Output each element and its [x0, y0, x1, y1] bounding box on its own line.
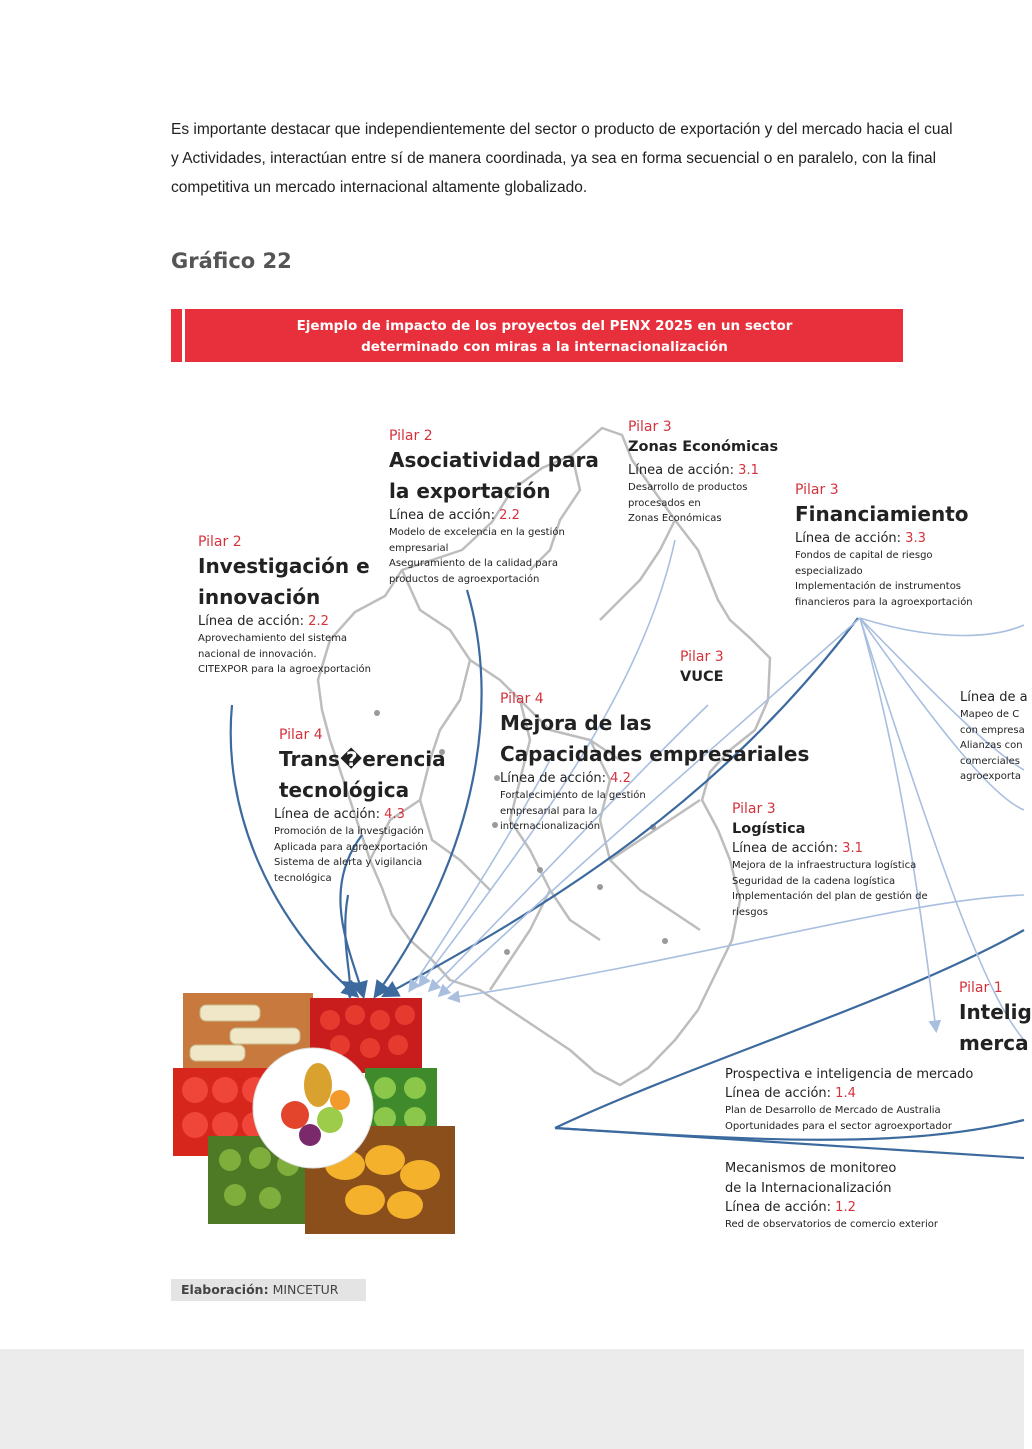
linea-label: Línea de acción:: [628, 463, 735, 478]
pilar-label: Pilar 3: [680, 649, 724, 665]
linea-number: 4.2: [610, 771, 631, 786]
linea-label: Línea de acción:: [274, 807, 381, 822]
action-item: Desarrollo de productos: [628, 482, 748, 493]
node-title: Investigación e: [198, 554, 370, 578]
banner-line: determinado con miras a la internacionalización: [361, 339, 728, 355]
pilar-label: Pilar 3: [795, 482, 839, 498]
node-transferencia-tecnologica: [274, 726, 446, 886]
intro-line: Es importante destacar que independientemente del sector o producto de exportación y del mercado hacia el cual: [171, 121, 953, 138]
linea-accion: [274, 806, 446, 824]
linea-accion: [795, 530, 973, 548]
action-item: Mapeo de C: [960, 709, 1020, 720]
action-item: procesados en: [628, 497, 701, 509]
action-item: Implementación del plan de gestión de: [732, 891, 928, 902]
linea-label: Línea de acción:: [198, 614, 305, 629]
action-item: Aplicada para agroexportación: [274, 841, 428, 853]
action-item: agroexporta: [960, 771, 1022, 782]
node-title: de la Internacionalización: [725, 1181, 892, 1196]
source-credit: [171, 1279, 366, 1301]
linea-number: 3.3: [905, 531, 926, 546]
node-prospectiva: [725, 1065, 973, 1134]
node-investigacion: [198, 533, 371, 678]
intro-line: competitiva un mercado internacional altamente globalizado.: [171, 179, 588, 196]
graphic-title: Gráfico 22: [171, 249, 292, 273]
action-item: riesgos: [732, 906, 768, 918]
action-item: CITEXPOR para la agroexportación: [198, 664, 371, 675]
action-item: empresarial para la: [500, 805, 598, 817]
linea-label: Línea de acción:: [725, 1200, 832, 1215]
action-item: Aseguramiento de la calidad para: [389, 558, 559, 569]
intro-line: y Actividades, interactúan entre sí de manera coordinada, ya sea en forma secuencial o en paralelo, con la final: [171, 150, 937, 167]
linea-accion: [198, 613, 371, 631]
node-title: VUCE: [680, 669, 724, 685]
linea-label: Línea de acción:: [389, 508, 496, 523]
node-mecanismos-monitoreo: [725, 1159, 938, 1233]
node-title: la exportación: [389, 479, 551, 503]
linea-accion: [725, 1085, 973, 1103]
node-title: Intelig: [959, 1000, 1032, 1024]
linea-label: Línea de acción:: [795, 531, 902, 546]
pilar-label: Pilar 2: [198, 534, 242, 550]
pilar-label: Pilar 1: [959, 980, 1003, 996]
pilar-label: Pilar 2: [389, 428, 433, 444]
action-item: financieros para la agroexportación: [795, 596, 973, 608]
pilar-label: Pilar 3: [732, 801, 776, 817]
linea-label: Línea de acción:: [725, 1086, 832, 1101]
linea-label: Línea de acción:: [500, 771, 607, 786]
linea-number: 1.2: [835, 1200, 856, 1215]
linea-number: 3.1: [842, 841, 863, 856]
node-title: Asociatividad para: [389, 448, 599, 472]
node-title: Zonas Económicas: [628, 439, 779, 455]
action-item: nacional de innovación.: [198, 648, 317, 660]
node-vuce: [680, 648, 724, 688]
page-footer-band: [0, 1349, 1024, 1449]
pilar-label: Pilar 3: [628, 419, 672, 435]
action-item: Oportunidades para el sector agroexportador: [725, 1120, 952, 1132]
node-financiamiento: [795, 481, 973, 610]
banner-line: Ejemplo de impacto de los proyectos del PENX 2025 en un sector: [296, 318, 793, 334]
action-item: Fortalecimiento de la gestión: [500, 790, 646, 801]
linea-number: 3.1: [738, 463, 759, 478]
action-item: Seguridad de la cadena logística: [732, 875, 896, 887]
action-item: Promoción de la investigación: [274, 826, 424, 837]
action-item: productos de agroexportación: [389, 573, 540, 585]
linea-number: 2.2: [499, 508, 520, 523]
linea-number: 2.2: [308, 614, 329, 629]
action-item: especializado: [795, 565, 863, 577]
linea-accion: [628, 462, 778, 480]
linea-label: Línea de acción:: [732, 841, 839, 856]
credit-value: MINCETUR: [272, 1282, 339, 1297]
linea-accion: [732, 840, 928, 858]
action-item: con empresa: [960, 724, 1025, 736]
action-item: Modelo de excelencia en la gestión: [389, 527, 565, 538]
action-item: empresarial: [389, 542, 449, 554]
action-item: Red de observatorios de comercio exterior: [725, 1219, 939, 1230]
linea-label: Línea de a: [960, 690, 1028, 705]
action-item: Implementación de instrumentos: [795, 581, 962, 592]
pilar-label: Pilar 4: [500, 691, 544, 707]
action-item: tecnológica: [274, 872, 332, 884]
node-title: Prospectiva e inteligencia de mercado: [725, 1067, 974, 1082]
node-title: Capacidades empresariales: [500, 742, 810, 766]
node-inteligencia-mercado: [959, 979, 1032, 1059]
node-asociatividad: [389, 427, 599, 587]
action-item: internacionalización: [500, 821, 601, 832]
node-title: Mecanismos de monitoreo: [725, 1161, 897, 1176]
node-title: Financiamiento: [795, 502, 969, 526]
node-title: Trans�erencia: [279, 747, 446, 771]
action-item: comerciales: [960, 755, 1020, 767]
linea-number: 1.4: [835, 1086, 856, 1101]
action-item: Zonas Económicas: [628, 513, 722, 524]
node-linea-cut: [960, 689, 1028, 785]
action-item: Fondos de capital de riesgo: [795, 550, 933, 561]
linea-accion: [725, 1199, 938, 1217]
action-item: Aprovechamiento del sistema: [198, 633, 348, 644]
node-zonas-economicas: [628, 418, 778, 527]
linea-number: 4.3: [384, 807, 405, 822]
credit-label: Elaboración:: [181, 1282, 269, 1297]
action-item: Plan de Desarrollo de Mercado de Australia: [725, 1105, 941, 1116]
action-item: Mejora de la infraestructura logística: [732, 860, 917, 871]
node-title: tecnológica: [279, 778, 410, 802]
linea-accion: [389, 507, 599, 525]
node-title: innovación: [198, 585, 321, 609]
node-title: Mejora de las: [500, 711, 652, 735]
action-item: Alianzas con: [960, 740, 1023, 751]
pilar-label: Pilar 4: [279, 727, 323, 743]
linea-accion: [500, 770, 809, 788]
node-title: Logística: [732, 821, 806, 837]
action-item: Sistema de alerta y vigilancia: [274, 857, 423, 868]
node-title: merca: [959, 1031, 1029, 1055]
node-logistica: [732, 800, 928, 920]
